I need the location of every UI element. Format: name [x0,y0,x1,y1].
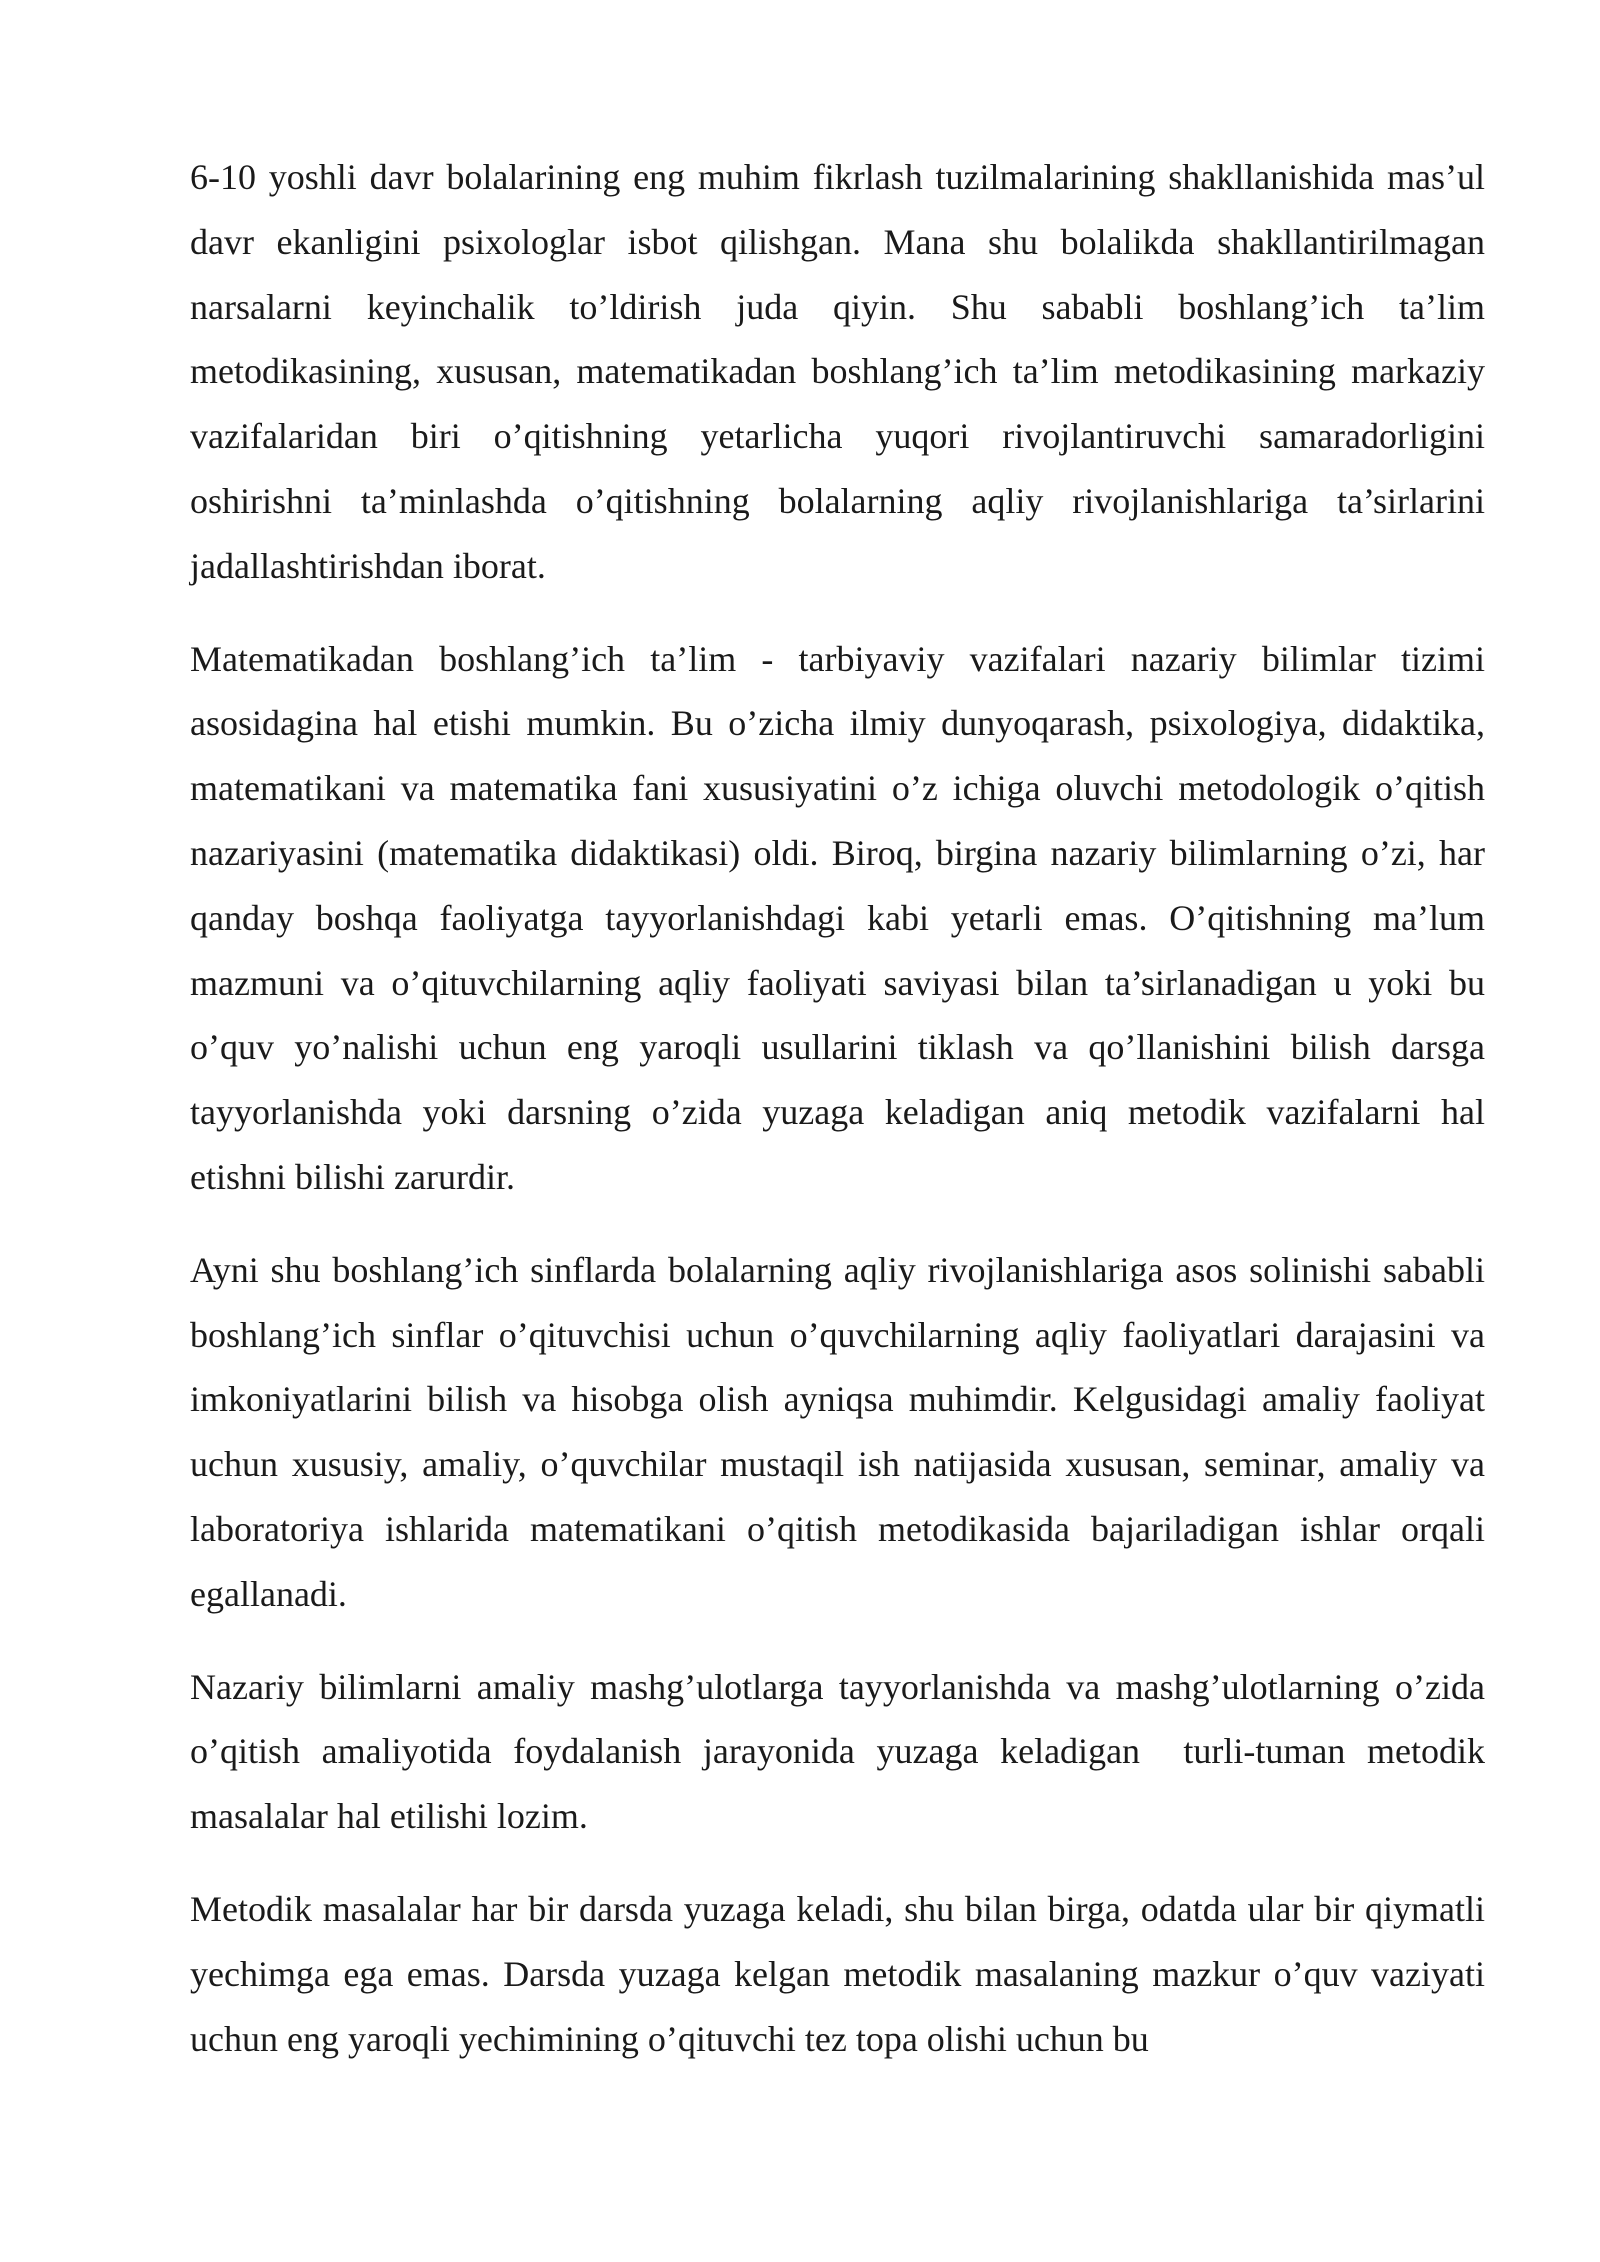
paragraph-1: 6-10 yoshli davr bolalarining eng muhim fikrlash tuzilmalarining shakllanishida mas’ul davr ekanligini psixologlar isbot qilishgan. Mana shu bolalikda shakllantirilmagan narsalarni keyinchalik to’ldirish juda qiyin. Shu sababli boshlang’ich ta’lim metodikasining, xususan, matematikadan boshlang’ich ta’lim metodikasining markaziy vazifalaridan biri o’qitishning yetarlicha yuqori rivojlantiruvchi samaradorligini oshirishni ta’minlashda o’qitishning bolalarning aqliy rivojlanishlariga ta’sirlarini jadallashtirishdan iborat. [190,157,1494,586]
paragraph-4: Nazariy bilimlarni amaliy mashg’ulotlarga tayyorlanishda va mashg’ulotlarning o’zida o’qitish amaliyotida foydalanish jarayonida yuzaga keladigan turli-tuman metodik masalalar hal etilishi lozim. [190,1666,1494,1837]
paragraph-3: Ayni shu boshlang’ich sinflarda bolalarning aqliy rivojlanishlariga asos solinishi sababli boshlang’ich sinflar o’qituvchisi uchun o’quvchilarning aqliy faoliyatlari darajasini va imkoniyatlarini bilish va hisobga olish ayniqsa muhimdir. Kelgusidagi amaliy faoliyat uchun xususiy, amaliy, o’quvchilar mustaqil ish natijasida xususan, seminar, amaliy va laboratoriya ishlarida matematikani o’qitish metodikasida bajariladigan ishlar orqali egallanadi. [190,1249,1494,1614]
paragraph-5: Metodik masalalar har bir darsda yuzaga keladi, shu bilan birga, odatda ular bir qiymatli yechimga ega emas. Darsda yuzaga kelgan metodik masalaning mazkur o’quv vaziyati uchun eng yaroqli yechimining o’qituvchi tez topa olishi uchun bu [190,1888,1494,2059]
paragraph-2: Matematikadan boshlang’ich ta’lim - tarbiyaviy vazifalari nazariy bilimlar tizimi asosidagina hal etishi mumkin. Bu o’zicha ilmiy dunyoqarash, psixologiya, didaktika, matematikani va matematika fani xususiyatini o’z ichiga oluvchi metodologik o’qitish nazariyasini (matematika didaktikasi) oldi. Biroq, birgina nazariy bilimlarning o’zi, har qanday boshqa faoliyatga tayyorlanishdagi kabi yetarli emas. O’qitishning ma’lum mazmuni va o’qituvchilarning aqliy faoliyati saviyasi bilan ta’sirlanadigan u yoki bu o’quv yo’nalishi uchun eng yaroqli usullarini tiklash va qo’llanishini bilish darsga tayyorlanishda yoki darsning o’zida yuzaga keladigan aniq metodik vazifalarni hal etishni bilishi zarurdir. [190,638,1494,1197]
body-text [190,145,1494,2099]
